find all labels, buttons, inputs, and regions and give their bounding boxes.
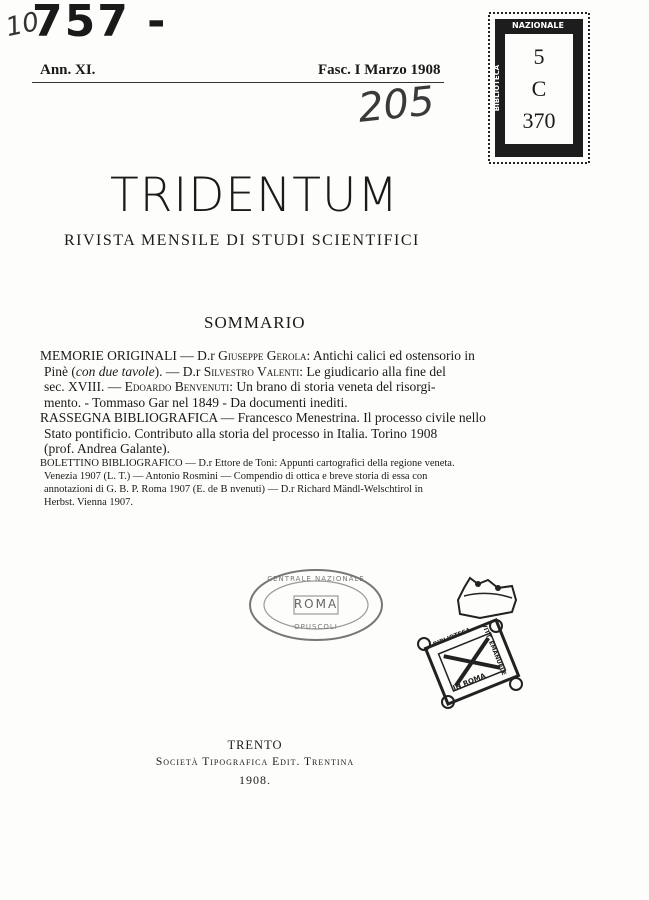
toc-author: Edoardo Benvenuti bbox=[124, 379, 230, 394]
sommario-heading: SOMMARIO bbox=[204, 313, 306, 332]
crown-library-stamp bbox=[412, 574, 524, 710]
imprint-publisher: Società Tipografica Edit. Trentina bbox=[155, 756, 355, 768]
toc-bollettino-line-3: annotazioni di G. B. P. Roma 1907 (E. de B nvenuti) — D.r Richard Mändl-Welschtirol in bbox=[44, 484, 423, 495]
toc-bollettino-line-1: BOLETTINO BIBLIOGRAFICO — D.r Ettore de Toni: Appunti cartografici della regione veneta. bbox=[40, 458, 455, 469]
journal-subtitle: RIVISTA MENSILE DI STUDI SCIENTIFICI bbox=[64, 232, 420, 249]
toc-section-label: MEMORIE ORIGINALI — D.r bbox=[40, 348, 215, 363]
toc-text: : Un brano di storia veneta del risorgi- bbox=[229, 379, 436, 394]
library-stamp-top-text: NAZIONALE bbox=[512, 21, 564, 30]
oval-stamp-bottom-text: OPUSCOLI bbox=[294, 623, 338, 631]
oval-stamp-outer-text: CENTRALE NAZIONALE bbox=[267, 575, 365, 583]
handwritten-number-top: 757 - bbox=[32, 0, 168, 47]
oval-library-stamp bbox=[248, 568, 384, 642]
toc-rassegna bbox=[40, 410, 486, 457]
fascicolo-label: Fasc. I Marzo 1908 bbox=[318, 62, 441, 78]
toc-text: sec. XVIII. — bbox=[44, 379, 122, 394]
crown-stamp-top-text: BIBLIOTECA bbox=[432, 626, 472, 649]
journal-title: TRIDENTUM bbox=[110, 168, 399, 223]
toc-bollettino-line-4: Herbst. Vienna 1907. bbox=[44, 497, 133, 508]
toc-memorie bbox=[40, 348, 480, 410]
toc-text: ). — D.r bbox=[154, 363, 201, 379]
library-stamp-right-text: VITT.EMANUELE bbox=[581, 56, 590, 120]
shelfmark-line-2: C bbox=[531, 76, 547, 101]
crown-stamp-right-text: VITT. EMANUELE bbox=[480, 622, 508, 677]
toc-memorie-line-4: mento. - Tommaso Gar nel 1849 - Da documenti inediti. bbox=[44, 394, 348, 410]
crown-stamp-bottom-text: IN ROMA bbox=[451, 671, 487, 693]
crown-stamp-graphic bbox=[412, 574, 524, 710]
library-stamp-left-text: BIBLIOTECA bbox=[493, 64, 502, 112]
imprint-city: TRENTO bbox=[227, 738, 283, 752]
toc-bollettino-line-2: Venezia 1907 (L. T.) — Antonio Rosmini — Compendio di ottica e breve storia di essa con bbox=[44, 471, 428, 482]
toc-memorie-line-2 bbox=[40, 364, 480, 380]
toc-bollettino bbox=[40, 457, 480, 509]
handwritten-number-mid: 205 bbox=[355, 78, 437, 132]
toc-rassegna-line-1: RASSEGNA BIBLIOGRAFICA — Francesco Menestrina. Il processo civile nello bbox=[40, 410, 486, 425]
oval-stamp-center-text: ROMA bbox=[293, 597, 339, 611]
toc-author: Giuseppe Gerola bbox=[218, 348, 307, 363]
toc-italic-text: con due tavole bbox=[75, 363, 155, 379]
toc-text: Pinè ( bbox=[44, 363, 76, 379]
annata-label: Ann. XI. bbox=[40, 62, 96, 78]
toc-memorie-line-1 bbox=[40, 348, 480, 364]
imprint-year: 1908. bbox=[239, 773, 271, 787]
handwritten-margin-mark: 10 bbox=[3, 6, 42, 44]
toc-rassegna-line-2: Stato pontificio. Contributo alla storia del processo in Italia. Torino 1908 bbox=[44, 425, 438, 441]
shelfmark-line-3: 370 bbox=[522, 108, 556, 133]
toc-author: Silvestro Valenti bbox=[203, 363, 300, 379]
toc-text: : Le giudicario alla fine del bbox=[299, 363, 446, 379]
toc-memorie-line-3 bbox=[40, 379, 480, 395]
header-rule bbox=[32, 82, 444, 83]
toc-text: : Antichi calici ed ostensorio in bbox=[306, 348, 475, 363]
shelfmark-line-1: 5 bbox=[533, 44, 545, 69]
library-shelfmark-stamp bbox=[486, 10, 592, 166]
toc-rassegna-line-3: (prof. Andrea Galante). bbox=[44, 441, 170, 456]
